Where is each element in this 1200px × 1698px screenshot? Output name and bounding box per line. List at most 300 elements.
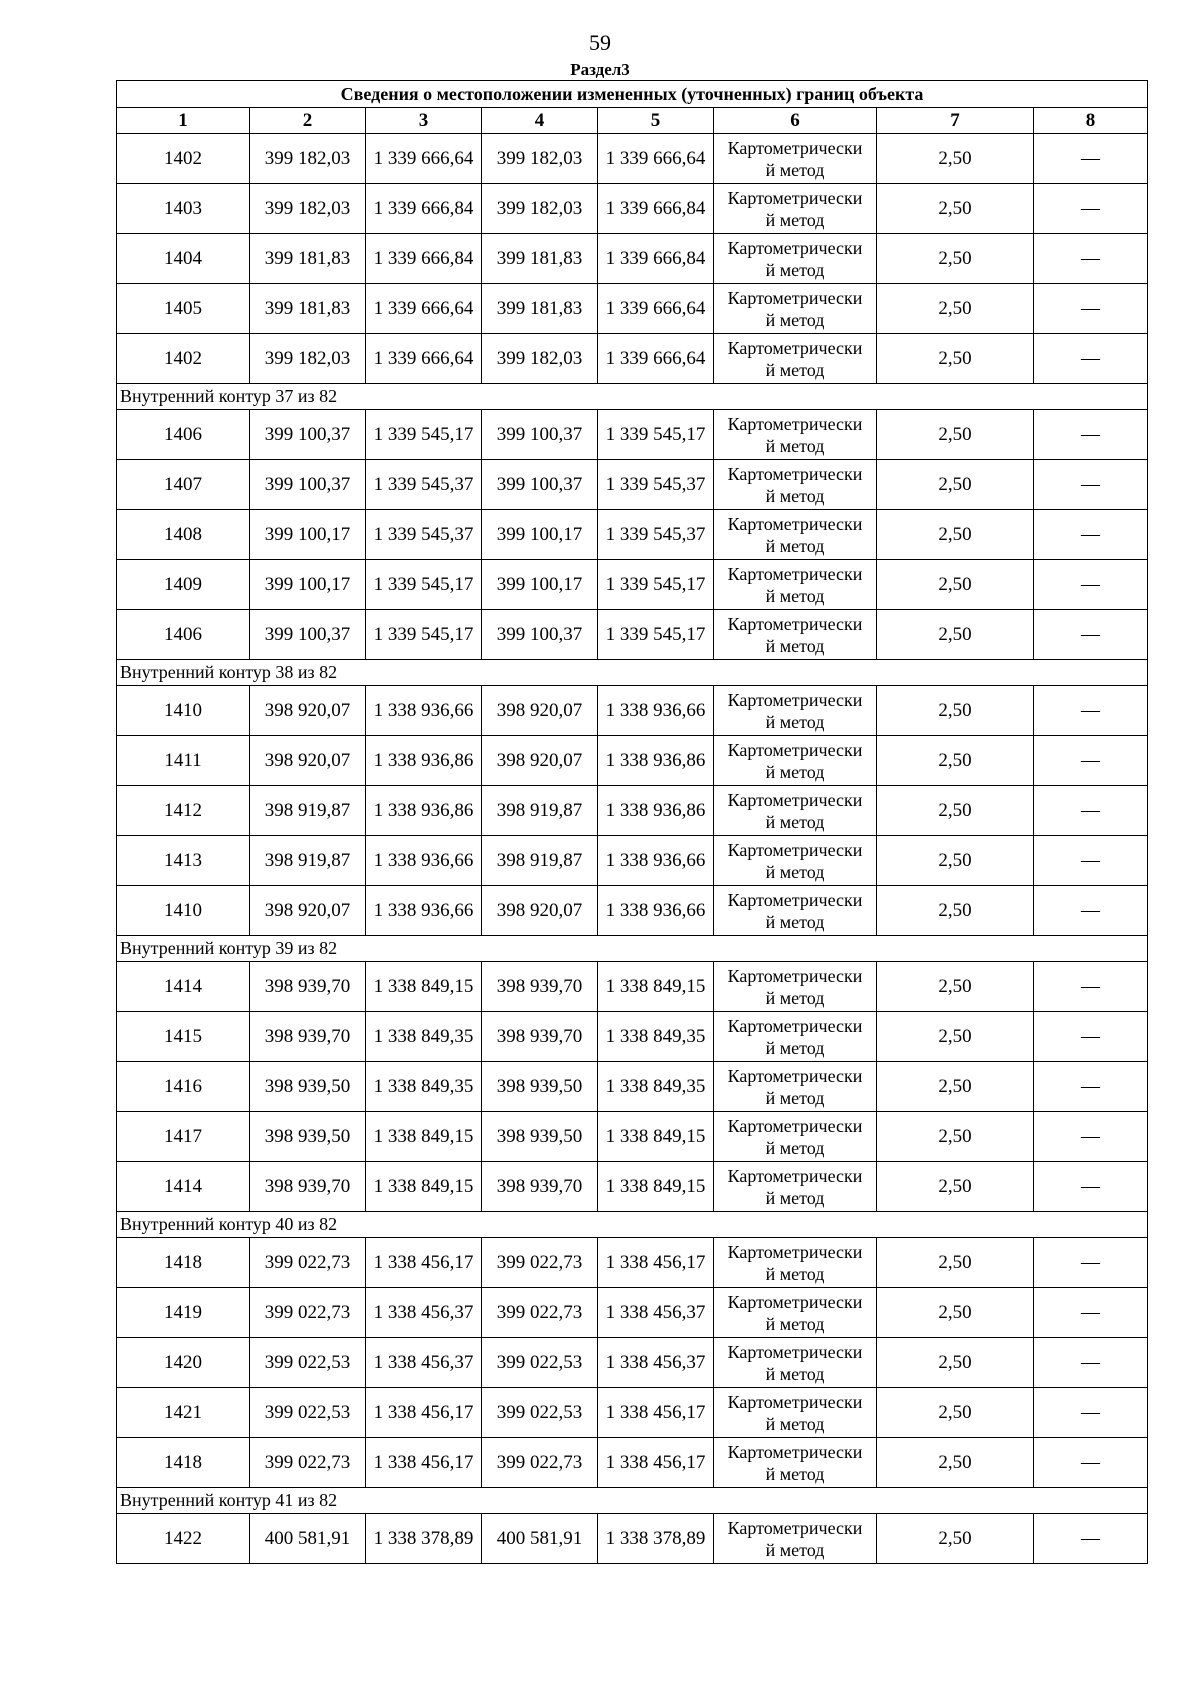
point-number-cell: 1418 <box>117 1438 250 1488</box>
point-number-cell: 1414 <box>117 962 250 1012</box>
table-row <box>117 1112 1148 1162</box>
method-line: й метод <box>765 159 825 180</box>
accuracy-cell: 2,50 <box>877 284 1034 334</box>
method-cell <box>714 460 877 510</box>
point-number-cell: 1409 <box>117 560 250 610</box>
y-coordinate-cell: 1 339 666,64 <box>366 284 482 334</box>
table-row <box>117 1062 1148 1112</box>
method-line: Картометрически <box>727 1391 863 1412</box>
accuracy-cell: 2,50 <box>877 460 1034 510</box>
method-line: Картометрически <box>727 739 863 760</box>
table-row <box>117 334 1148 384</box>
method-line: й метод <box>765 1263 825 1284</box>
y-coordinate-cell: 1 339 545,37 <box>598 510 714 560</box>
y-coordinate-cell: 1 339 545,17 <box>598 410 714 460</box>
method-line: Картометрически <box>727 337 863 358</box>
accuracy-cell: 2,50 <box>877 1162 1034 1212</box>
method-cell <box>714 786 877 836</box>
description-cell: — <box>1034 1238 1148 1288</box>
point-number-cell: 1417 <box>117 1112 250 1162</box>
table-row <box>117 184 1148 234</box>
x-coordinate-cell: 399 100,37 <box>482 410 598 460</box>
method-cell <box>714 886 877 936</box>
x-coordinate-cell: 399 100,17 <box>482 510 598 560</box>
table-row <box>117 736 1148 786</box>
y-coordinate-cell: 1 338 936,66 <box>366 886 482 936</box>
table-row <box>117 1012 1148 1062</box>
contour-label: Внутренний контур 38 из 82 <box>117 660 1148 686</box>
method-line: й метод <box>765 359 825 380</box>
accuracy-cell: 2,50 <box>877 134 1034 184</box>
description-cell: — <box>1034 1514 1148 1564</box>
method-line: й метод <box>765 1413 825 1434</box>
point-number-cell: 1414 <box>117 1162 250 1212</box>
point-number-cell: 1411 <box>117 736 250 786</box>
x-coordinate-cell: 399 022,53 <box>482 1338 598 1388</box>
point-number-cell: 1408 <box>117 510 250 560</box>
method-line: Картометрически <box>727 789 863 810</box>
point-number-cell: 1420 <box>117 1338 250 1388</box>
y-coordinate-cell: 1 339 666,64 <box>598 284 714 334</box>
y-coordinate-cell: 1 339 666,64 <box>598 334 714 384</box>
x-coordinate-cell: 399 181,83 <box>482 234 598 284</box>
column-number-row <box>117 108 1148 134</box>
method-line: й метод <box>765 911 825 932</box>
table-title-row <box>117 81 1148 108</box>
x-coordinate-cell: 398 939,50 <box>250 1112 366 1162</box>
y-coordinate-cell: 1 338 936,66 <box>366 686 482 736</box>
y-coordinate-cell: 1 338 378,89 <box>598 1514 714 1564</box>
x-coordinate-cell: 399 181,83 <box>250 234 366 284</box>
x-coordinate-cell: 398 939,50 <box>482 1062 598 1112</box>
point-number-cell: 1415 <box>117 1012 250 1062</box>
accuracy-cell: 2,50 <box>877 1112 1034 1162</box>
description-cell: — <box>1034 610 1148 660</box>
y-coordinate-cell: 1 338 849,35 <box>366 1062 482 1112</box>
accuracy-cell: 2,50 <box>877 786 1034 836</box>
method-cell <box>714 234 877 284</box>
point-number-cell: 1404 <box>117 234 250 284</box>
x-coordinate-cell: 399 022,53 <box>250 1338 366 1388</box>
point-number-cell: 1403 <box>117 184 250 234</box>
method-cell <box>714 1388 877 1438</box>
method-line: Картометрически <box>727 1065 863 1086</box>
accuracy-cell: 2,50 <box>877 610 1034 660</box>
method-line: Картометрически <box>727 1517 863 1538</box>
column-number: 4 <box>482 108 598 134</box>
x-coordinate-cell: 399 182,03 <box>250 134 366 184</box>
y-coordinate-cell: 1 339 545,17 <box>366 410 482 460</box>
method-line: Картометрически <box>727 137 863 158</box>
description-cell: — <box>1034 560 1148 610</box>
accuracy-cell: 2,50 <box>877 1238 1034 1288</box>
y-coordinate-cell: 1 338 849,15 <box>366 1112 482 1162</box>
method-line: й метод <box>765 987 825 1008</box>
method-line: Картометрически <box>727 1291 863 1312</box>
contour-header-row <box>117 1488 1148 1514</box>
x-coordinate-cell: 399 182,03 <box>482 134 598 184</box>
method-cell <box>714 1112 877 1162</box>
x-coordinate-cell: 398 920,07 <box>250 686 366 736</box>
description-cell: — <box>1034 686 1148 736</box>
y-coordinate-cell: 1 338 849,15 <box>366 962 482 1012</box>
point-number-cell: 1418 <box>117 1238 250 1288</box>
y-coordinate-cell: 1 338 936,86 <box>366 786 482 836</box>
point-number-cell: 1422 <box>117 1514 250 1564</box>
x-coordinate-cell: 399 182,03 <box>250 184 366 234</box>
method-line: Картометрически <box>727 563 863 584</box>
accuracy-cell: 2,50 <box>877 1438 1034 1488</box>
x-coordinate-cell: 399 022,73 <box>250 1288 366 1338</box>
table-row <box>117 1238 1148 1288</box>
table-row <box>117 1162 1148 1212</box>
description-cell: — <box>1034 1012 1148 1062</box>
method-line: й метод <box>765 435 825 456</box>
x-coordinate-cell: 400 581,91 <box>482 1514 598 1564</box>
y-coordinate-cell: 1 339 666,64 <box>598 134 714 184</box>
table-row <box>117 284 1148 334</box>
method-line: й метод <box>765 1187 825 1208</box>
column-number: 3 <box>366 108 482 134</box>
x-coordinate-cell: 399 022,73 <box>250 1238 366 1288</box>
y-coordinate-cell: 1 339 666,84 <box>598 184 714 234</box>
description-cell: — <box>1034 736 1148 786</box>
table-body <box>117 81 1148 1564</box>
accuracy-cell: 2,50 <box>877 836 1034 886</box>
point-number-cell: 1406 <box>117 610 250 660</box>
description-cell: — <box>1034 134 1148 184</box>
method-cell <box>714 334 877 384</box>
x-coordinate-cell: 398 920,07 <box>482 736 598 786</box>
y-coordinate-cell: 1 339 666,84 <box>598 234 714 284</box>
method-line: й метод <box>765 259 825 280</box>
method-line: й метод <box>765 1037 825 1058</box>
point-number-cell: 1413 <box>117 836 250 886</box>
method-cell <box>714 1288 877 1338</box>
table-row <box>117 1338 1148 1388</box>
page-number: 59 <box>589 30 611 55</box>
x-coordinate-cell: 399 022,73 <box>482 1238 598 1288</box>
y-coordinate-cell: 1 338 456,17 <box>598 1388 714 1438</box>
x-coordinate-cell: 399 022,73 <box>482 1288 598 1338</box>
method-cell <box>714 962 877 1012</box>
method-line: й метод <box>765 485 825 506</box>
method-line: й метод <box>765 761 825 782</box>
table-row <box>117 134 1148 184</box>
x-coordinate-cell: 398 920,07 <box>250 886 366 936</box>
method-line: Картометрически <box>727 1165 863 1186</box>
y-coordinate-cell: 1 339 545,37 <box>598 460 714 510</box>
y-coordinate-cell: 1 338 849,35 <box>598 1012 714 1062</box>
y-coordinate-cell: 1 338 849,15 <box>598 1112 714 1162</box>
y-coordinate-cell: 1 338 456,17 <box>366 1238 482 1288</box>
method-cell <box>714 510 877 560</box>
y-coordinate-cell: 1 338 456,17 <box>366 1438 482 1488</box>
y-coordinate-cell: 1 338 936,66 <box>598 836 714 886</box>
description-cell: — <box>1034 284 1148 334</box>
x-coordinate-cell: 399 100,37 <box>482 610 598 660</box>
x-coordinate-cell: 400 581,91 <box>250 1514 366 1564</box>
x-coordinate-cell: 398 939,70 <box>482 1012 598 1062</box>
method-line: Картометрически <box>727 287 863 308</box>
method-cell <box>714 1238 877 1288</box>
method-line: Картометрически <box>727 1441 863 1462</box>
y-coordinate-cell: 1 338 456,17 <box>366 1388 482 1438</box>
method-line: Картометрически <box>727 1115 863 1136</box>
y-coordinate-cell: 1 338 849,15 <box>366 1162 482 1212</box>
description-cell: — <box>1034 1162 1148 1212</box>
accuracy-cell: 2,50 <box>877 334 1034 384</box>
x-coordinate-cell: 399 181,83 <box>250 284 366 334</box>
method-line: й метод <box>765 711 825 732</box>
method-line: Картометрически <box>727 237 863 258</box>
method-cell <box>714 1062 877 1112</box>
method-cell <box>714 560 877 610</box>
method-line: й метод <box>765 535 825 556</box>
accuracy-cell: 2,50 <box>877 410 1034 460</box>
accuracy-cell: 2,50 <box>877 184 1034 234</box>
contour-header-row <box>117 660 1148 686</box>
method-cell <box>714 686 877 736</box>
method-line: Картометрически <box>727 1341 863 1362</box>
section-title: Раздел3 <box>570 60 630 79</box>
point-number-cell: 1405 <box>117 284 250 334</box>
column-number: 6 <box>714 108 877 134</box>
column-number: 5 <box>598 108 714 134</box>
x-coordinate-cell: 398 920,07 <box>482 686 598 736</box>
y-coordinate-cell: 1 338 849,35 <box>598 1062 714 1112</box>
accuracy-cell: 2,50 <box>877 1288 1034 1338</box>
contour-header-row <box>117 936 1148 962</box>
x-coordinate-cell: 399 100,37 <box>250 410 366 460</box>
x-coordinate-cell: 398 939,70 <box>250 1162 366 1212</box>
table-row <box>117 1388 1148 1438</box>
accuracy-cell: 2,50 <box>877 1514 1034 1564</box>
y-coordinate-cell: 1 338 936,86 <box>598 736 714 786</box>
y-coordinate-cell: 1 339 666,64 <box>366 134 482 184</box>
x-coordinate-cell: 399 022,73 <box>250 1438 366 1488</box>
method-line: й метод <box>765 585 825 606</box>
x-coordinate-cell: 398 920,07 <box>482 886 598 936</box>
point-number-cell: 1402 <box>117 134 250 184</box>
y-coordinate-cell: 1 338 936,66 <box>366 836 482 886</box>
accuracy-cell: 2,50 <box>877 1012 1034 1062</box>
method-line: Картометрически <box>727 689 863 710</box>
method-line: Картометрически <box>727 513 863 534</box>
method-line: Картометрически <box>727 187 863 208</box>
x-coordinate-cell: 399 100,37 <box>250 610 366 660</box>
method-line: й метод <box>765 1087 825 1108</box>
description-cell: — <box>1034 234 1148 284</box>
x-coordinate-cell: 399 181,83 <box>482 284 598 334</box>
column-number: 1 <box>117 108 250 134</box>
y-coordinate-cell: 1 339 545,17 <box>598 610 714 660</box>
method-line: Картометрически <box>727 463 863 484</box>
point-number-cell: 1410 <box>117 886 250 936</box>
description-cell: — <box>1034 334 1148 384</box>
table-row <box>117 460 1148 510</box>
method-cell <box>714 284 877 334</box>
accuracy-cell: 2,50 <box>877 686 1034 736</box>
accuracy-cell: 2,50 <box>877 1388 1034 1438</box>
y-coordinate-cell: 1 338 936,66 <box>598 686 714 736</box>
y-coordinate-cell: 1 339 545,37 <box>366 510 482 560</box>
method-cell <box>714 736 877 786</box>
accuracy-cell: 2,50 <box>877 234 1034 284</box>
x-coordinate-cell: 398 919,87 <box>482 836 598 886</box>
accuracy-cell: 2,50 <box>877 736 1034 786</box>
y-coordinate-cell: 1 338 456,37 <box>366 1288 482 1338</box>
method-line: й метод <box>765 209 825 230</box>
description-cell: — <box>1034 410 1148 460</box>
x-coordinate-cell: 398 939,50 <box>482 1112 598 1162</box>
table-row <box>117 1438 1148 1488</box>
x-coordinate-cell: 398 939,70 <box>482 962 598 1012</box>
x-coordinate-cell: 399 022,53 <box>250 1388 366 1438</box>
description-cell: — <box>1034 510 1148 560</box>
method-cell <box>714 610 877 660</box>
method-line: й метод <box>765 811 825 832</box>
x-coordinate-cell: 398 939,70 <box>250 962 366 1012</box>
y-coordinate-cell: 1 338 849,15 <box>598 962 714 1012</box>
method-cell <box>714 410 877 460</box>
x-coordinate-cell: 399 100,17 <box>250 560 366 610</box>
y-coordinate-cell: 1 338 456,17 <box>598 1438 714 1488</box>
method-line: Картометрически <box>727 1241 863 1262</box>
method-line: Картометрически <box>727 965 863 986</box>
y-coordinate-cell: 1 339 545,17 <box>366 560 482 610</box>
method-cell <box>714 134 877 184</box>
y-coordinate-cell: 1 339 666,84 <box>366 234 482 284</box>
table-row <box>117 510 1148 560</box>
x-coordinate-cell: 399 182,03 <box>482 184 598 234</box>
x-coordinate-cell: 398 920,07 <box>250 736 366 786</box>
contour-label: Внутренний контур 40 из 82 <box>117 1212 1148 1238</box>
y-coordinate-cell: 1 338 936,66 <box>598 886 714 936</box>
method-cell <box>714 1338 877 1388</box>
y-coordinate-cell: 1 339 666,84 <box>366 184 482 234</box>
table-row <box>117 1514 1148 1564</box>
method-line: й метод <box>765 1363 825 1384</box>
y-coordinate-cell: 1 339 545,17 <box>366 610 482 660</box>
method-cell <box>714 1012 877 1062</box>
y-coordinate-cell: 1 338 456,37 <box>598 1338 714 1388</box>
accuracy-cell: 2,50 <box>877 962 1034 1012</box>
x-coordinate-cell: 399 022,73 <box>482 1438 598 1488</box>
method-line: Картометрически <box>727 889 863 910</box>
x-coordinate-cell: 399 182,03 <box>250 334 366 384</box>
method-cell <box>714 1514 877 1564</box>
x-coordinate-cell: 398 939,70 <box>482 1162 598 1212</box>
x-coordinate-cell: 399 100,37 <box>482 460 598 510</box>
contour-label: Внутренний контур 41 из 82 <box>117 1488 1148 1514</box>
method-line: й метод <box>765 861 825 882</box>
y-coordinate-cell: 1 338 936,86 <box>366 736 482 786</box>
point-number-cell: 1402 <box>117 334 250 384</box>
x-coordinate-cell: 398 919,87 <box>250 836 366 886</box>
method-line: Картометрически <box>727 413 863 434</box>
description-cell: — <box>1034 786 1148 836</box>
y-coordinate-cell: 1 338 849,35 <box>366 1012 482 1062</box>
description-cell: — <box>1034 1112 1148 1162</box>
contour-header-row <box>117 384 1148 410</box>
table-row <box>117 610 1148 660</box>
description-cell: — <box>1034 1062 1148 1112</box>
description-cell: — <box>1034 184 1148 234</box>
table-title: Сведения о местоположении измененных (уточненных) границ объекта <box>117 81 1148 108</box>
table-row <box>117 410 1148 460</box>
y-coordinate-cell: 1 338 456,17 <box>598 1238 714 1288</box>
point-number-cell: 1419 <box>117 1288 250 1338</box>
y-coordinate-cell: 1 339 545,37 <box>366 460 482 510</box>
point-number-cell: 1412 <box>117 786 250 836</box>
x-coordinate-cell: 398 919,87 <box>482 786 598 836</box>
table-row <box>117 686 1148 736</box>
table-row <box>117 560 1148 610</box>
accuracy-cell: 2,50 <box>877 510 1034 560</box>
description-cell: — <box>1034 836 1148 886</box>
description-cell: — <box>1034 1388 1148 1438</box>
method-line: й метод <box>765 1313 825 1334</box>
contour-label: Внутренний контур 39 из 82 <box>117 936 1148 962</box>
y-coordinate-cell: 1 338 456,37 <box>366 1338 482 1388</box>
description-cell: — <box>1034 1338 1148 1388</box>
accuracy-cell: 2,50 <box>877 1338 1034 1388</box>
description-cell: — <box>1034 886 1148 936</box>
x-coordinate-cell: 398 919,87 <box>250 786 366 836</box>
x-coordinate-cell: 399 022,53 <box>482 1388 598 1438</box>
method-line: й метод <box>765 1137 825 1158</box>
column-number: 7 <box>877 108 1034 134</box>
method-line: й метод <box>765 1539 825 1560</box>
y-coordinate-cell: 1 339 666,64 <box>366 334 482 384</box>
accuracy-cell: 2,50 <box>877 560 1034 610</box>
point-number-cell: 1410 <box>117 686 250 736</box>
y-coordinate-cell: 1 338 849,15 <box>598 1162 714 1212</box>
x-coordinate-cell: 399 100,17 <box>250 510 366 560</box>
method-line: й метод <box>765 635 825 656</box>
description-cell: — <box>1034 1438 1148 1488</box>
coordinates-table <box>116 80 1148 1564</box>
point-number-cell: 1416 <box>117 1062 250 1112</box>
description-cell: — <box>1034 1288 1148 1338</box>
method-cell <box>714 184 877 234</box>
method-cell <box>714 1162 877 1212</box>
y-coordinate-cell: 1 338 936,86 <box>598 786 714 836</box>
method-cell <box>714 1438 877 1488</box>
contour-label: Внутренний контур 37 из 82 <box>117 384 1148 410</box>
x-coordinate-cell: 399 100,17 <box>482 560 598 610</box>
x-coordinate-cell: 399 182,03 <box>482 334 598 384</box>
table-row <box>117 886 1148 936</box>
table-row <box>117 234 1148 284</box>
x-coordinate-cell: 398 939,50 <box>250 1062 366 1112</box>
contour-header-row <box>117 1212 1148 1238</box>
method-line: Картометрически <box>727 1015 863 1036</box>
method-line: й метод <box>765 309 825 330</box>
method-line: й метод <box>765 1463 825 1484</box>
point-number-cell: 1421 <box>117 1388 250 1438</box>
description-cell: — <box>1034 962 1148 1012</box>
accuracy-cell: 2,50 <box>877 886 1034 936</box>
table-row <box>117 1288 1148 1338</box>
description-cell: — <box>1034 460 1148 510</box>
column-number: 2 <box>250 108 366 134</box>
table-row <box>117 962 1148 1012</box>
point-number-cell: 1407 <box>117 460 250 510</box>
method-cell <box>714 836 877 886</box>
x-coordinate-cell: 398 939,70 <box>250 1012 366 1062</box>
